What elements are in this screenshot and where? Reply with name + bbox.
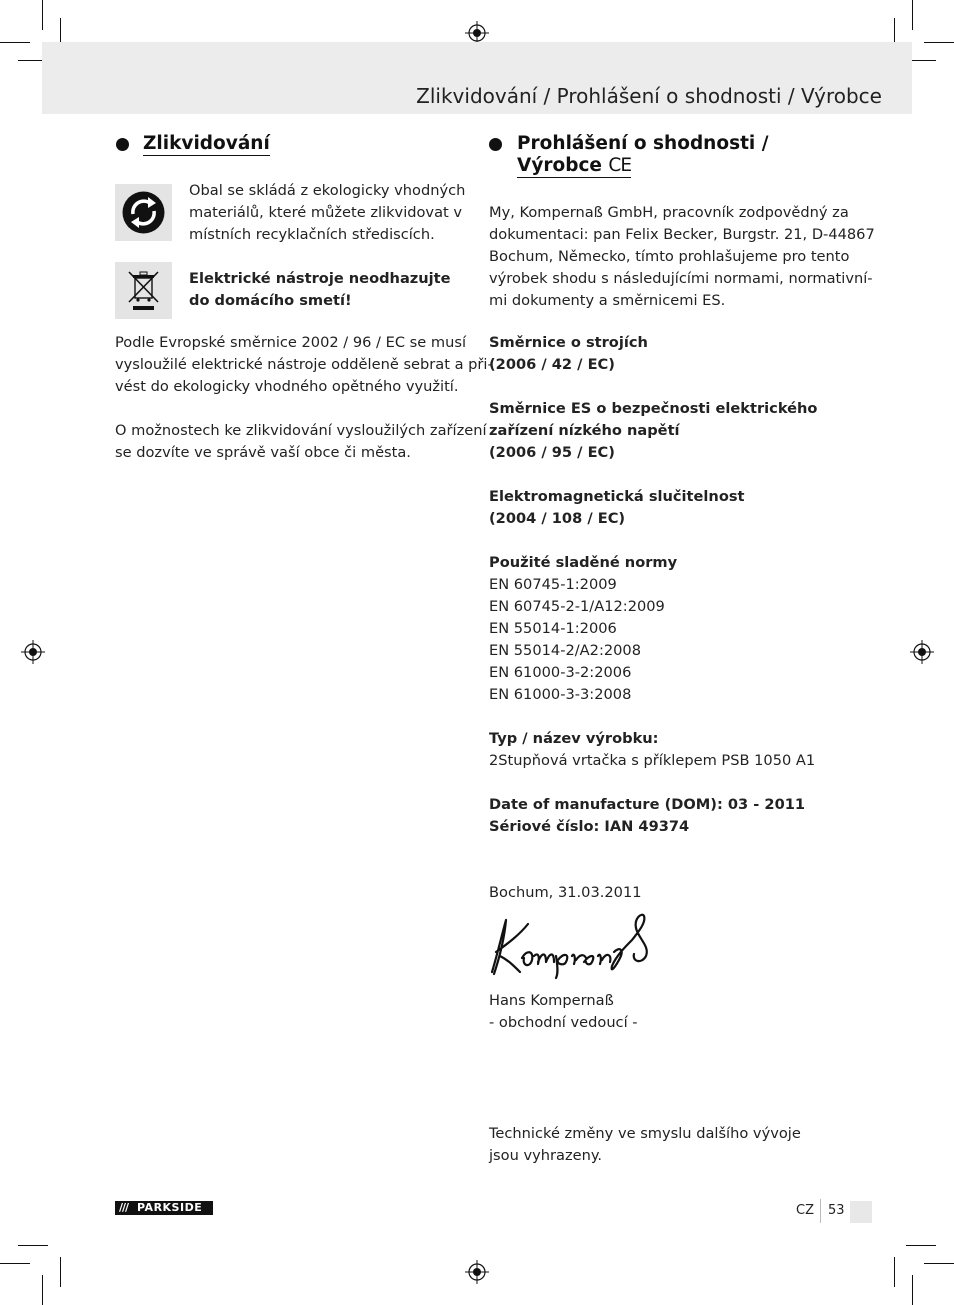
bullet-icon [489,138,502,151]
manufacture-info: Date of manufacture (DOM): 03 - 2011 Sériové číslo: IAN 49374 [489,796,806,835]
product-type: Typ / název výrobku: 2Stupňová vrtačka s příklepem PSB 1050 A1 [489,730,816,769]
recycle-icon [115,184,172,241]
registration-mark-icon [910,640,934,664]
bullet-icon [116,138,129,151]
signature [486,912,662,980]
page-title: Zlikvidování / Prohlášení o shodnosti / Výrobce [416,84,882,108]
language-code: CZ [796,1203,814,1218]
directive-emc: Elektromagnetická slučitelnost (2004 / 108 / EC) [489,488,745,527]
registration-mark-icon [465,1260,489,1284]
disposal-paragraph: Podle Evropské směrnice 2002 / 96 / EC se musí vysloužilé elektrické nástroje odděleně sebrat a při- vést do ekologicky vhodného opětného využití. [115,334,493,395]
directive-machinery: Směrnice o strojích (2006 / 42 / EC) [489,334,648,373]
recycle-text: Obal se skládá z ekologicky vhodných materiálů, které můžete zlikvidovat v místních recyklačních střediscích. [189,182,466,243]
ce-mark: CE [608,155,632,176]
weee-bin-icon [115,262,172,319]
parkside-logo: /// PARKSIDE [115,1201,213,1215]
declaration-intro: My, Kompernaß GmbH, pracovník zodpovědný za dokumentaci: pan Felix Becker, Burgstr. 21, D-44867 Bochum, Německo, tímto prohlašujeme pro tento výrobek shodu s následujícími normami, normativní- mi dokumenty a směrnicemi ES. [489,204,875,309]
place-date: Bochum, 31.03.2011 [489,884,642,901]
weee-warning: Elektrické nástroje neodhazujte do domácího smetí! [189,270,451,309]
footer-tab [850,1201,872,1223]
technical-changes-note: Technické změny ve smyslu dalšího vývoje jsou vyhrazeny. [489,1125,801,1164]
registration-mark-icon [21,640,45,664]
directive-low-voltage: Směrnice ES o bezpečnosti elektrického zařízení nízkého napětí (2006 / 95 / EC) [489,400,818,461]
disposal-info-paragraph: O možnostech ke zlikvidování vysloužilých zařízení se dozvíte ve správě vaší obce či města. [115,422,487,461]
footer-divider [820,1199,821,1223]
signer-block: Hans Kompernaß - obchodní vedoucí - [489,992,638,1031]
section-heading-disposal: Zlikvidování [143,133,270,154]
section-heading-declaration: Prohlášení o shodnosti / Výrobce CE [517,133,769,176]
norms-list: Použité sladěné normy EN 60745-1:2009 EN 60745-2-1/A12:2009 EN 55014-1:2006 EN 55014-2/A2:2008 EN 61000-3-2:2006 EN 61000-3-3:2008 [489,554,678,703]
page-number: 53 [828,1203,845,1218]
